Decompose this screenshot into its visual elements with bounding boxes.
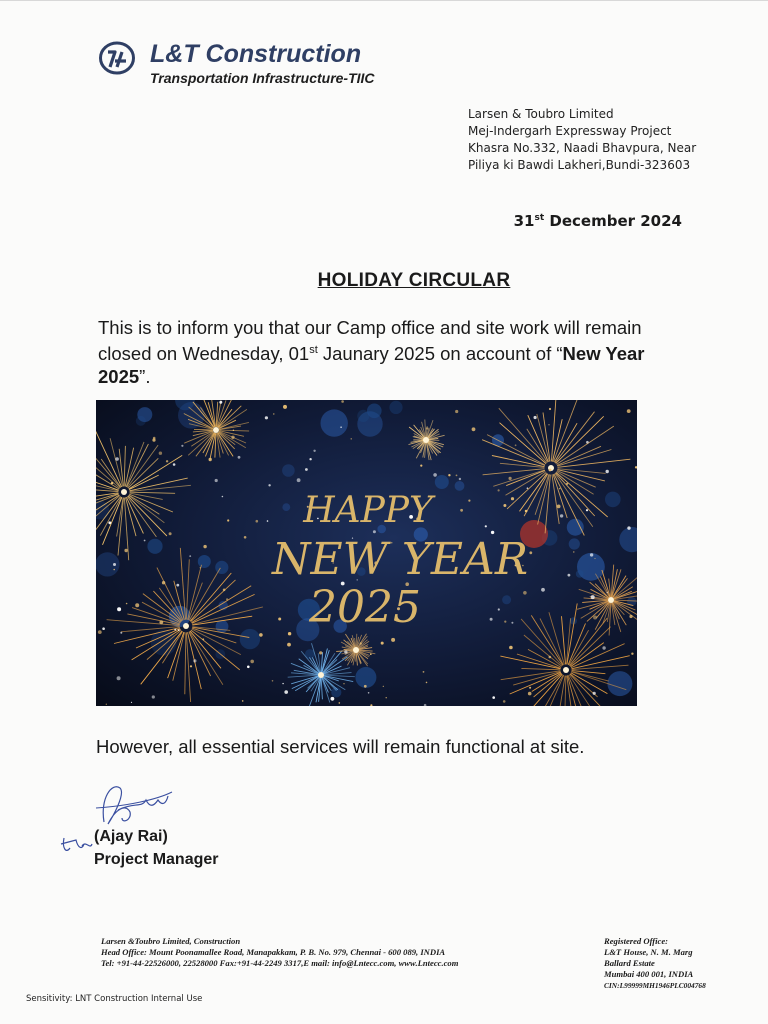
sparkle bbox=[509, 646, 513, 650]
sparkle bbox=[174, 629, 176, 631]
bokeh-light bbox=[576, 570, 584, 578]
bokeh-light bbox=[147, 539, 162, 554]
sparkle bbox=[98, 630, 102, 634]
bokeh-light bbox=[215, 561, 228, 574]
sparkle bbox=[591, 595, 595, 599]
sparkle bbox=[635, 466, 637, 468]
sparkle bbox=[178, 629, 180, 631]
firework-burst bbox=[336, 634, 375, 666]
sparkle bbox=[460, 509, 463, 512]
sparkle bbox=[250, 660, 254, 664]
para-text: Jaunary 2025 on account of bbox=[317, 343, 557, 365]
sparkle bbox=[627, 409, 631, 413]
para-bold: New Year 2025 bbox=[98, 343, 645, 388]
date-rest: December 2024 bbox=[544, 212, 682, 230]
sparkle bbox=[331, 697, 335, 701]
sparkle bbox=[459, 478, 461, 480]
sparkle bbox=[153, 437, 156, 440]
sparkle bbox=[351, 438, 352, 439]
sparkle bbox=[319, 651, 322, 654]
sparkle bbox=[215, 479, 218, 482]
sparkle bbox=[386, 697, 387, 698]
banner-line-year: 2025 bbox=[309, 582, 421, 633]
sparkle bbox=[305, 468, 308, 471]
sparkle bbox=[287, 643, 291, 647]
lt-logo-icon bbox=[98, 40, 136, 76]
bokeh-light bbox=[435, 475, 449, 489]
sparkle bbox=[511, 497, 514, 500]
sparkle bbox=[173, 463, 176, 466]
sparkle bbox=[117, 676, 121, 680]
bokeh-light bbox=[389, 401, 402, 414]
sparkle bbox=[267, 520, 269, 522]
sparkle bbox=[368, 692, 370, 694]
sparkle bbox=[549, 408, 551, 410]
para-quote: ”. bbox=[139, 366, 151, 388]
sparkle bbox=[426, 427, 428, 429]
signer-title: Project Manager bbox=[94, 851, 219, 868]
sparkle bbox=[492, 696, 495, 699]
sparkle bbox=[364, 685, 367, 688]
sparkle bbox=[534, 416, 537, 419]
sparkle bbox=[244, 536, 247, 539]
footer-line: Registered Office: bbox=[604, 936, 669, 946]
sparkle bbox=[370, 704, 372, 706]
firework-burst bbox=[482, 400, 630, 536]
bokeh-light bbox=[136, 416, 146, 426]
sparkle bbox=[566, 483, 568, 485]
address-line: Mej-Indergarh Expressway Project bbox=[468, 124, 672, 138]
bokeh-light bbox=[282, 503, 290, 511]
sparkle bbox=[222, 496, 224, 498]
firework-burst bbox=[107, 548, 263, 702]
sparkle bbox=[126, 603, 128, 605]
sparkle bbox=[594, 558, 595, 559]
sparkle bbox=[424, 704, 427, 706]
bokeh-light bbox=[569, 538, 580, 549]
sparkle bbox=[259, 633, 263, 637]
firework-burst bbox=[96, 429, 191, 560]
sparkle bbox=[115, 457, 119, 461]
footer-line: Tel: +91-44-22526000, 22528000 Fax:+91-44-2249 3317,E mail: info@Lntecc.com, www.Lntecc.com bbox=[101, 958, 459, 968]
sparkle bbox=[472, 427, 476, 431]
sparkle bbox=[503, 700, 506, 703]
handwritten-signature bbox=[56, 778, 186, 858]
scan-edge bbox=[0, 0, 768, 1]
sparkle bbox=[557, 505, 561, 509]
sparkle bbox=[593, 616, 597, 620]
sparkle bbox=[528, 692, 532, 696]
sparkle bbox=[503, 504, 506, 507]
sparkle bbox=[108, 521, 111, 524]
sparkle bbox=[284, 690, 288, 694]
sparkle bbox=[515, 444, 517, 446]
brand-name: L&T Construction bbox=[150, 40, 362, 68]
sparkle bbox=[423, 671, 425, 673]
sensitivity-label: Sensitivity: LNT Construction Internal Use bbox=[26, 994, 203, 1004]
sparkle bbox=[273, 413, 274, 414]
sparkle bbox=[468, 500, 470, 502]
sparkle bbox=[238, 456, 241, 459]
sparkle bbox=[586, 441, 589, 444]
sparkle bbox=[200, 567, 201, 568]
sparkle bbox=[529, 551, 532, 554]
sparkle bbox=[381, 642, 384, 645]
sparkle bbox=[193, 659, 196, 662]
sparkle bbox=[498, 489, 500, 491]
bokeh-light bbox=[240, 629, 260, 649]
sparkle bbox=[209, 458, 212, 461]
sparkle bbox=[256, 520, 259, 523]
footer-line: Larsen &Toubro Limited, Construction bbox=[101, 936, 241, 946]
circular-date bbox=[514, 212, 682, 230]
sparkle bbox=[265, 416, 268, 419]
sparkle bbox=[523, 591, 527, 595]
address-line: Larsen & Toubro Limited bbox=[468, 107, 614, 121]
sparkle bbox=[202, 638, 204, 640]
sparkle bbox=[560, 514, 563, 517]
brand-subtitle: Transportation Infrastructure-TIIC bbox=[150, 70, 375, 86]
sparkle bbox=[549, 656, 552, 659]
sparkle bbox=[162, 581, 165, 584]
sparkle bbox=[529, 687, 531, 689]
bokeh-light bbox=[502, 595, 511, 604]
sparkle bbox=[602, 646, 605, 649]
sparkle bbox=[340, 426, 342, 428]
sparkle bbox=[586, 509, 588, 511]
sparkle bbox=[283, 405, 287, 409]
sparkle bbox=[242, 700, 244, 702]
sparkle bbox=[511, 622, 513, 624]
bokeh-light bbox=[216, 620, 229, 633]
bokeh-light bbox=[605, 492, 621, 508]
sparkle bbox=[631, 653, 633, 655]
sparkle bbox=[102, 627, 105, 630]
address-block bbox=[468, 106, 696, 174]
date-day: 31 bbox=[513, 212, 535, 230]
sparkle bbox=[297, 478, 301, 482]
sparkle bbox=[341, 400, 344, 403]
footer-line: Ballard Estate bbox=[604, 958, 655, 968]
sparkle bbox=[433, 473, 437, 477]
sparkle bbox=[227, 519, 229, 521]
sparkle bbox=[190, 665, 192, 667]
address-line: Piliya ki Bawdi Lakheri,Bundi-323603 bbox=[468, 158, 691, 172]
footer-registered-office bbox=[604, 936, 706, 991]
sparkle bbox=[525, 510, 528, 513]
sparkle bbox=[527, 487, 529, 489]
sparkle bbox=[541, 588, 545, 592]
sparkle bbox=[152, 695, 155, 698]
banner-line-new-year: NEW YEAR bbox=[272, 534, 528, 585]
sparkle bbox=[426, 682, 428, 684]
bokeh-light bbox=[455, 481, 465, 491]
footer-cin: CIN:L99999MH1946PLC004768 bbox=[604, 981, 706, 990]
sparkle bbox=[370, 653, 372, 655]
sparkle bbox=[176, 584, 179, 587]
sparkle bbox=[590, 553, 593, 556]
sparkle bbox=[159, 452, 162, 455]
sparkle bbox=[607, 592, 608, 593]
sparkle bbox=[268, 484, 270, 486]
sparkle bbox=[559, 488, 561, 490]
sparkle bbox=[509, 477, 512, 480]
firework-burst bbox=[409, 420, 445, 461]
sparkle bbox=[169, 532, 172, 535]
sparkle bbox=[549, 469, 552, 472]
address-line: Khasra No.332, Naadi Bhavpura, Near bbox=[468, 141, 697, 155]
bokeh-light bbox=[619, 527, 637, 552]
sparkle bbox=[223, 589, 226, 592]
bokeh-light bbox=[198, 555, 211, 568]
sparkle bbox=[568, 574, 571, 577]
sparkle bbox=[272, 680, 274, 682]
sparkle bbox=[203, 545, 206, 548]
sparkle bbox=[383, 686, 384, 687]
footer-company-info bbox=[101, 936, 458, 969]
closing-statement: However, all essential services will remain functional at site. bbox=[96, 736, 585, 757]
sparkle bbox=[144, 540, 146, 542]
bokeh-light bbox=[607, 671, 632, 696]
sparkle bbox=[498, 608, 500, 610]
sparkle bbox=[456, 475, 458, 477]
sparkle bbox=[360, 642, 362, 644]
sparkle bbox=[120, 632, 122, 634]
sparkle bbox=[226, 598, 228, 600]
sparkle bbox=[124, 549, 127, 552]
sparkle bbox=[606, 470, 609, 473]
sparkle bbox=[278, 618, 281, 621]
sparkle bbox=[343, 683, 344, 684]
sparkle bbox=[313, 450, 315, 452]
para-text: This is to inform you that our Camp office and site work will remain closed on Wednesday, 01 bbox=[98, 317, 642, 365]
sparkle bbox=[247, 666, 250, 669]
sparkle bbox=[113, 569, 115, 571]
new-year-banner bbox=[96, 400, 637, 706]
sparkle bbox=[593, 692, 596, 695]
sparkle bbox=[131, 702, 132, 703]
sparkle bbox=[485, 525, 487, 527]
para-sup: st bbox=[309, 344, 318, 356]
sparkle bbox=[288, 632, 291, 635]
bokeh-light bbox=[367, 404, 382, 419]
date-suffix: st bbox=[534, 213, 545, 223]
sparkle bbox=[233, 430, 234, 431]
sparkle bbox=[309, 458, 311, 460]
bokeh-light bbox=[282, 464, 295, 477]
sparkle bbox=[166, 460, 168, 462]
para-quote: “ bbox=[556, 343, 563, 365]
bokeh-light bbox=[567, 519, 584, 536]
sparkle bbox=[282, 683, 283, 684]
sparkle bbox=[219, 401, 222, 404]
footer-line: L&T House, N. M. Marg bbox=[604, 947, 693, 957]
fireworks-image bbox=[96, 400, 637, 706]
footer-line: Head Office: Mount Poonamallee Road, Manapakkam, P. B. No. 979, Chennai - 600 089, INDIA bbox=[101, 947, 446, 957]
signer-name: (Ajay Rai) bbox=[94, 828, 168, 845]
sparkle bbox=[231, 436, 234, 439]
sparkle bbox=[113, 563, 116, 566]
sparkle bbox=[391, 638, 395, 642]
footer-line: Mumbai 400 001, INDIA bbox=[604, 969, 694, 979]
sparkle bbox=[135, 603, 139, 607]
sparkle bbox=[111, 482, 113, 484]
sparkle bbox=[448, 474, 450, 476]
banner-line-happy: HAPPY bbox=[303, 490, 433, 531]
sparkle bbox=[106, 704, 107, 705]
sparkle bbox=[117, 607, 121, 611]
sparkle bbox=[573, 551, 574, 552]
bokeh-light bbox=[321, 409, 348, 436]
sparkle bbox=[339, 702, 341, 704]
circular-paragraph bbox=[98, 316, 698, 388]
sparkle bbox=[629, 615, 632, 618]
sparkle bbox=[504, 621, 506, 623]
sparkle bbox=[189, 555, 191, 557]
bokeh-light bbox=[355, 667, 376, 688]
sparkle bbox=[181, 445, 183, 447]
sparkle bbox=[548, 424, 549, 425]
sparkle bbox=[344, 650, 347, 653]
sparkle bbox=[420, 465, 422, 467]
sparkle bbox=[455, 410, 458, 413]
sparkle bbox=[159, 620, 163, 624]
sparkle bbox=[490, 618, 493, 621]
page-title: HOLIDAY CIRCULAR bbox=[317, 270, 511, 291]
sparkle bbox=[627, 526, 630, 529]
